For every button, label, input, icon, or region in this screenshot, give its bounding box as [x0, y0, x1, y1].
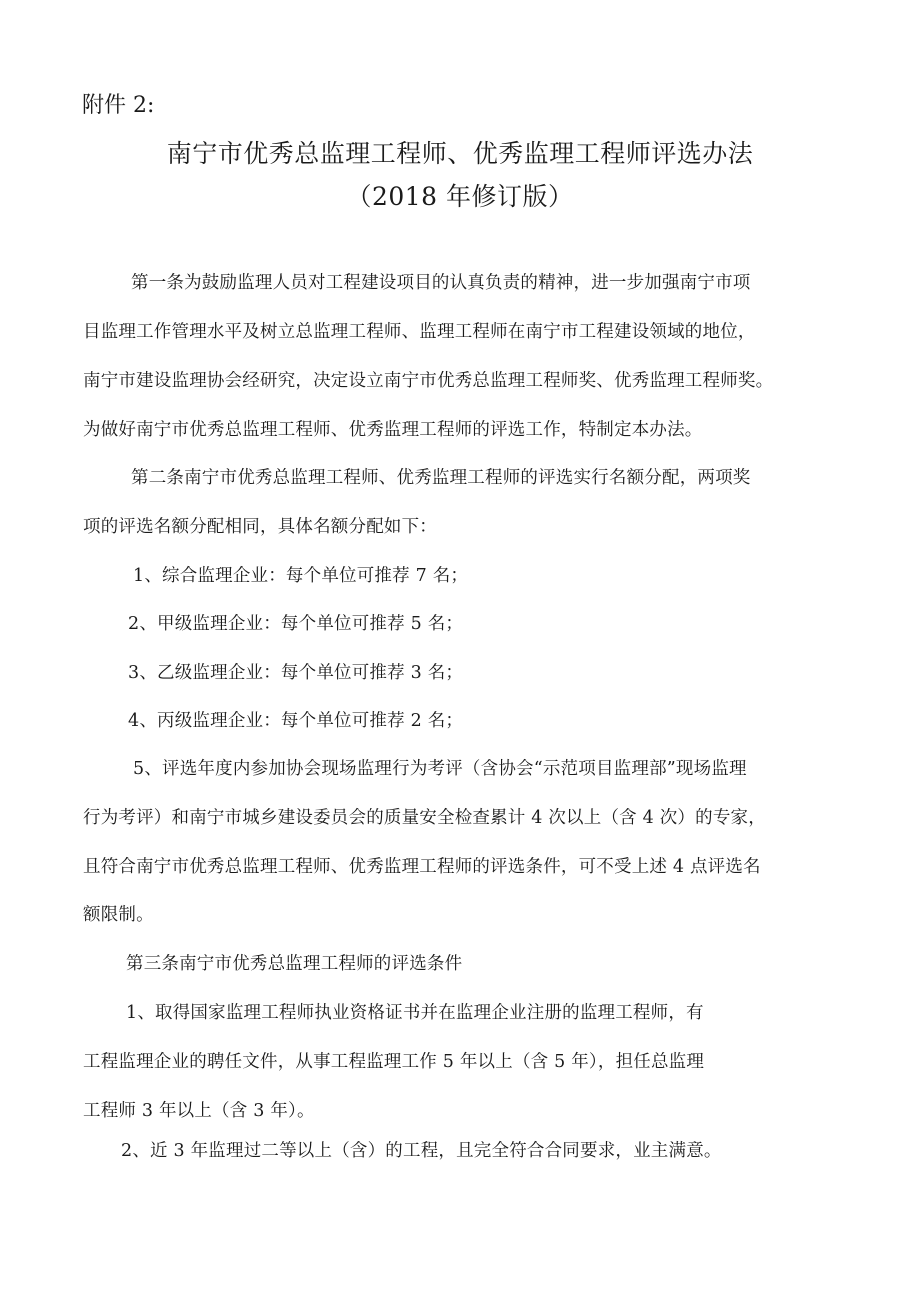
article-2-line-2: 项的评选名额分配相同，具体名额分配如下： [83, 517, 437, 537]
quota-item-5-line-2: 行为考评）和南宁市城乡建设委员会的质量安全检查累计 4 次以上（含 4 次）的专家， [83, 808, 766, 828]
quota-item-4: 4、丙级监理企业：每个单位可推荐 2 名； [128, 711, 464, 731]
condition-1-line-1: 1、取得国家监理工程师执业资格证书并在监理企业注册的监理工程师，有 [126, 1003, 704, 1023]
attachment-label: 附件 2: [82, 93, 155, 118]
article-1-line-1: 第一条为鼓励监理人员对工程建设项目的认真负责的精神，进一步加强南宁市项 [131, 273, 751, 293]
article-1-line-4: 为做好南宁市优秀总监理工程师、优秀监理工程师的评选工作，特制定本办法。 [83, 420, 703, 440]
quota-item-5-line-3: 且符合南宁市优秀总监理工程师、优秀监理工程师的评选条件，可不受上述 4 点评选名 [83, 857, 761, 877]
quota-item-5-line-4: 额限制。 [83, 905, 154, 925]
condition-2: 2、近 3 年监理过二等以上（含）的工程，且完全符合合同要求，业主满意。 [121, 1141, 722, 1161]
article-2-line-1: 第二条南宁市优秀总监理工程师、优秀监理工程师的评选实行名额分配，两项奖 [131, 468, 751, 488]
article-1-line-3: 南宁市建设监理协会经研究，决定设立南宁市优秀总监理工程师奖、优秀监理工程师奖。 [83, 371, 774, 391]
condition-1-line-3: 工程师 3 年以上（含 3 年）。 [83, 1101, 315, 1121]
quota-item-3: 3、乙级监理企业：每个单位可推荐 3 名； [128, 663, 464, 683]
article-1-line-2: 目监理工作管理水平及树立总监理工程师、监理工程师在南宁市工程建设领域的地位， [83, 322, 756, 342]
article-3-heading: 第三条南宁市优秀总监理工程师的评选条件 [126, 954, 463, 974]
document-subtitle: （2018 年修订版） [346, 182, 574, 211]
quota-item-5-line-1: 5、评选年度内参加协会现场监理行为考评（含协会“示范项目监理部”现场监理 [133, 759, 747, 779]
condition-1-line-2: 工程监理企业的聘任文件，从事工程监理工作 5 年以上（含 5 年），担任总监理 [83, 1052, 705, 1072]
document-title: 南宁市优秀总监理工程师、优秀监理工程师评选办法 [166, 139, 754, 168]
quota-item-2: 2、甲级监理企业：每个单位可推荐 5 名； [128, 614, 464, 634]
quota-item-1: 1、综合监理企业：每个单位可推荐 7 名； [133, 566, 469, 586]
